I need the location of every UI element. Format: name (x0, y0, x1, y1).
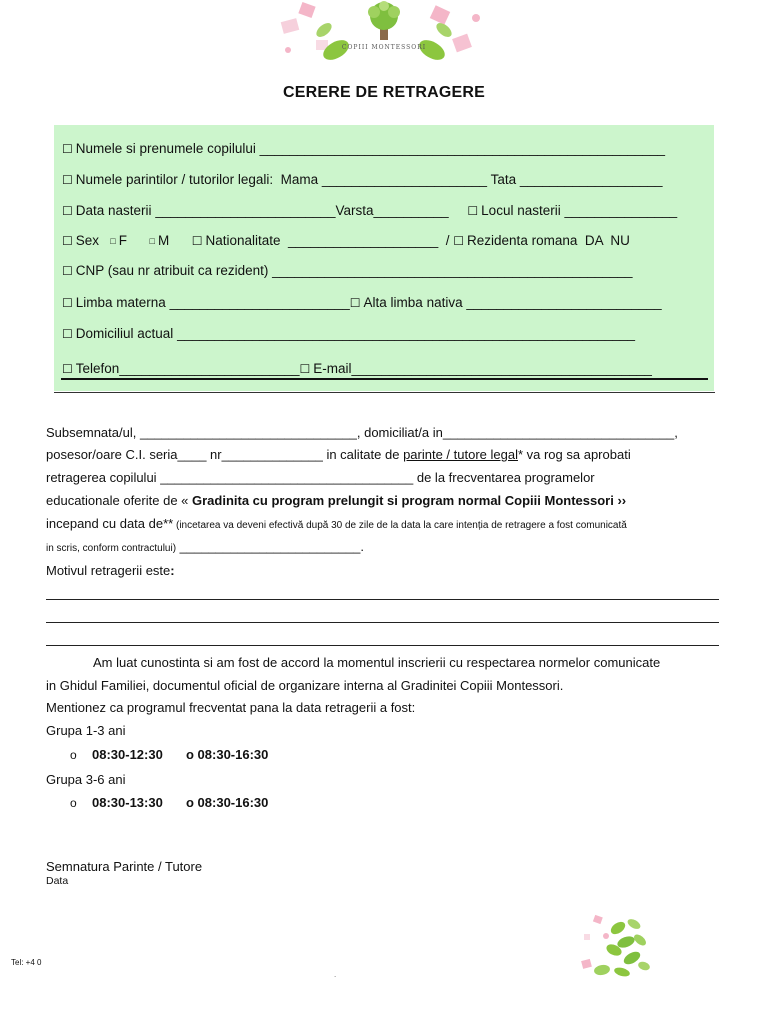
bullet-icon: o (70, 796, 77, 810)
program-line: Mentionez ca programul frecventat pana la data retragerii a fost: (46, 700, 416, 715)
legal-guardian-text: parinte / tutore legal (403, 447, 518, 462)
child-name-blank[interactable]: ______________________________________________________ (259, 141, 666, 156)
body-line-3 (46, 470, 595, 486)
mother-tongue-blank[interactable]: ________________________ (169, 295, 350, 310)
body-text: . (360, 539, 365, 554)
checkbox-icon[interactable]: ☐ (62, 142, 73, 156)
checkbox-icon[interactable]: ☐ (62, 204, 73, 218)
father-label: Tata (490, 172, 517, 187)
date-blank[interactable]: _________________________ (176, 539, 361, 554)
sex-nationality-row[interactable] (62, 233, 630, 249)
body-line-6 (46, 539, 364, 557)
contact-row[interactable] (62, 361, 652, 377)
body-text: , (674, 425, 678, 440)
domicile-blank[interactable]: ________________________________ (442, 425, 675, 440)
checkbox-icon[interactable]: ☐ (191, 234, 203, 248)
cnp-row[interactable] (62, 263, 633, 279)
cnp-blank[interactable]: ________________________________________________ (272, 263, 633, 278)
father-blank[interactable]: ___________________ (519, 172, 663, 187)
footer-mark: . (334, 970, 337, 979)
birth-date-label: Data nasterii (75, 203, 152, 218)
nationality-separator: / (445, 233, 450, 248)
body-text: educationale oferite de « (46, 493, 192, 508)
mother-blank[interactable]: ______________________ (321, 172, 488, 187)
parents-label: Numele parintilor / tutorilor legali: Mama (75, 172, 319, 187)
paragraph-line-2: in Ghidul Familiei, documentul oficial de organizare interna al Gradinitei Copiii Montessori. (46, 678, 564, 693)
date-label: Data (46, 875, 69, 887)
form-box-underline (61, 378, 708, 380)
body-text: Subsemnata/ul, (46, 425, 140, 440)
kindergarten-name: Gradinita cu program prelungit si program normal Copiii Montessori ›› (192, 493, 627, 508)
checkbox-icon[interactable]: ☐ (62, 362, 73, 376)
child-blank[interactable]: ___________________________________ (160, 470, 414, 485)
age-blank[interactable]: __________ (373, 203, 449, 218)
group1-option-1[interactable]: 08:30-12:30 (92, 747, 163, 762)
email-blank[interactable]: ________________________________________ (351, 361, 652, 376)
body-text: * va rog sa aprobati (517, 447, 631, 462)
residence-label: Rezidenta romana DA NU (467, 233, 630, 248)
sex-f-label: F (118, 233, 127, 248)
group2-option-1[interactable]: 08:30-13:30 (92, 795, 163, 810)
reason-line-3[interactable] (46, 645, 719, 646)
footer-logo (578, 914, 652, 980)
section-divider (54, 392, 715, 393)
nationality-label: Nationalitate (205, 233, 281, 248)
checkbox-icon[interactable]: ☐ (62, 173, 73, 187)
footer-phone: Tel: +4 0 (11, 958, 42, 967)
cnp-label: CNP (sau nr atribuit ca rezident) (75, 263, 269, 278)
footnote-text: (incetarea va deveni efectivă după 30 de zile de la data la care intenția de retragere a fost comunicată (173, 520, 627, 531)
page-title: CERERE DE RETRAGERE (282, 84, 486, 101)
body-text: in calitate de (322, 447, 404, 462)
address-label: Domiciliul actual (75, 326, 174, 341)
id-number-blank[interactable]: ______________ (221, 447, 323, 462)
header-logo (276, 0, 492, 72)
address-blank[interactable]: _____________________________________________________________ (177, 326, 636, 341)
parents-row[interactable] (62, 172, 663, 188)
id-series-blank[interactable]: ____ (177, 447, 207, 462)
name-blank[interactable]: ______________________________ (139, 425, 357, 440)
birth-row[interactable] (62, 203, 677, 219)
body-line-2 (46, 447, 631, 463)
body-text: de la frecventarea programelor (413, 470, 595, 485)
body-text: Motivul retragerii este (46, 563, 171, 578)
birth-date-blank[interactable]: ________________________ (155, 203, 336, 218)
body-text: retragerea copilului (46, 470, 161, 485)
birth-place-blank[interactable]: _______________ (564, 203, 678, 218)
body-text: , domiciliat/a in (356, 425, 443, 440)
signature-label: Semnatura Parinte / Tutore (46, 859, 203, 874)
body-line-5 (46, 516, 627, 534)
checkbox-icon[interactable]: ☐ (62, 264, 73, 278)
body-text: : (170, 563, 175, 578)
phone-blank[interactable]: ________________________ (119, 361, 300, 376)
email-label: E-mail (313, 361, 352, 376)
checkbox-icon[interactable]: ☐ (349, 296, 361, 310)
checkbox-icon[interactable]: ☐ (453, 234, 465, 248)
sex-m-label: M (157, 233, 170, 248)
group1-label: Grupa 1-3 ani (46, 723, 126, 738)
checkbox-icon[interactable]: ☐ (467, 204, 479, 218)
checkbox-icon[interactable]: ☐ (299, 362, 311, 376)
checkbox-icon[interactable]: ☐ (62, 234, 73, 248)
body-text: posesor/oare C.I. seria (46, 447, 178, 462)
checkbox-icon[interactable]: ☐ (62, 296, 73, 310)
reason-line-2[interactable] (46, 622, 719, 623)
body-text: nr (206, 447, 222, 462)
group2-option-2[interactable]: o 08:30-16:30 (186, 795, 269, 810)
phone-label: Telefon (75, 361, 120, 376)
age-label: Varsta (335, 203, 374, 218)
sex-f-checkbox-icon[interactable]: □ (110, 236, 116, 246)
other-language-blank[interactable]: __________________________ (466, 295, 662, 310)
language-row[interactable] (62, 295, 662, 311)
body-text: incepand cu data de** (46, 516, 174, 531)
checkbox-icon[interactable]: ☐ (62, 327, 73, 341)
body-line-1 (46, 425, 678, 441)
sex-m-checkbox-icon[interactable]: □ (149, 236, 155, 246)
other-language-label: Alta limba nativa (363, 295, 463, 310)
sex-label: Sex (75, 233, 100, 248)
mother-tongue-label: Limba materna (75, 295, 166, 310)
child-name-row[interactable] (62, 141, 665, 157)
paragraph-line-1: Am luat cunostinta si am fost de accord la momentul inscrierii cu respectarea normelor comunicate (93, 655, 661, 670)
body-line-4 (46, 493, 626, 509)
group1-option-2[interactable]: o 08:30-16:30 (186, 747, 269, 762)
group2-label: Grupa 3-6 ani (46, 772, 126, 787)
child-name-label: Numele si prenumele copilului (75, 141, 256, 156)
logo-text: COPIII MONTESSORI (341, 44, 427, 51)
nationality-blank[interactable]: ____________________ (288, 233, 439, 248)
address-row[interactable] (62, 326, 635, 342)
reason-label (46, 563, 175, 579)
footnote-text: in scris, conform contractului) (46, 543, 177, 554)
reason-line-1[interactable] (46, 599, 719, 600)
bullet-icon: o (70, 748, 77, 762)
form-box (54, 125, 714, 391)
birth-place-label: Locul nasterii (481, 203, 561, 218)
